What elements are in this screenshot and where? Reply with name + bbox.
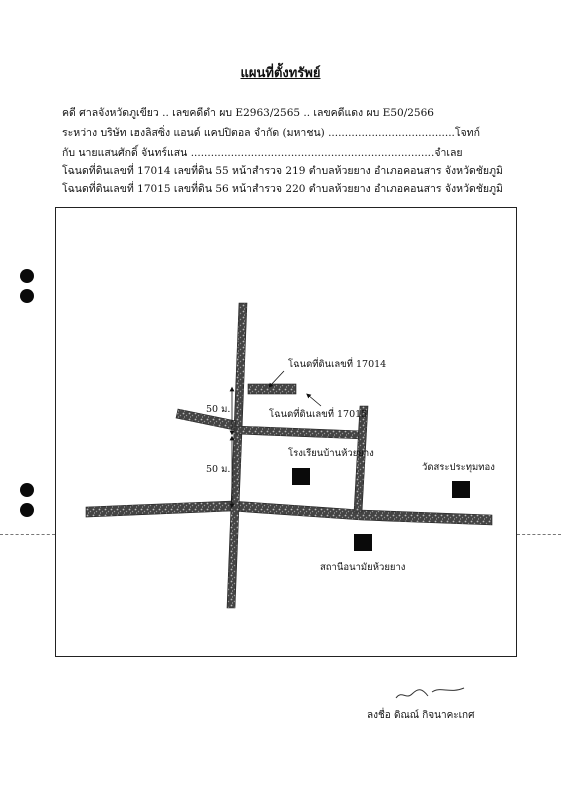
punch-hole xyxy=(20,483,34,497)
main-vertical-road xyxy=(227,303,247,608)
school-marker xyxy=(292,468,310,485)
punch-hole xyxy=(20,289,34,303)
punch-hole xyxy=(20,269,34,283)
fold-line xyxy=(517,534,561,535)
deed-line-17015: โฉนดที่ดินเลขที่ 17015 เลขที่ดิน 56 หน้าสำรวจ 220 ตำบลห้วยยาง อำเภอคอนสาร จังหวัดชัยภูมิ xyxy=(62,183,503,195)
location-map xyxy=(55,207,517,657)
handwritten-signature xyxy=(392,682,472,704)
map-title: แผนที่ตั้งทรัพย์ xyxy=(240,66,321,81)
label-temple: วัดสระประทุมทอง xyxy=(422,462,495,473)
defendant-line: กับ นายแสนศักดิ์ จันทร์แสน .........................................................................จำเลย xyxy=(62,147,463,159)
fold-line xyxy=(0,534,55,535)
map-canvas xyxy=(56,208,518,658)
label-distance-lower: 50 ม. xyxy=(206,464,231,475)
east-vertical-road xyxy=(354,406,368,512)
label-deed-17015: โฉนดที่ดินเลขที่ 17015 xyxy=(269,409,368,420)
signature-line: ลงชื่อ ดิณณ์ กิจนาคะเกศ xyxy=(367,710,475,721)
deed-line-17014: โฉนดที่ดินเลขที่ 17014 เลขที่ดิน 55 หน้าสำรวจ 219 ตำบลห้วยยาง อำเภอคอนสาร จังหวัดชัยภูมิ xyxy=(62,165,503,177)
east-branch-road xyxy=(236,426,363,439)
plaintiff-line: ระหว่าง บริษัท เฮงลิสซิ่ง แอนด์ แคปปิตอล จำกัด (มหาชน) ......................................โจทก์ xyxy=(62,127,480,139)
label-school: โรงเรียนบ้านห้วยยาง xyxy=(288,448,374,459)
label-distance-upper: 50 ม. xyxy=(206,404,231,415)
health-station-marker xyxy=(354,534,372,551)
temple-marker xyxy=(452,481,470,498)
main-road xyxy=(86,501,492,525)
case-number-line: คดี ศาลจังหวัดภูเขียว .. เลขคดีดำ ผบ E2963/2565 .. เลขคดีแดง ผบ E50/2566 xyxy=(62,107,434,119)
label-health-station: สถานีอนามัยห้วยยาง xyxy=(320,562,406,573)
land-plot-17014 xyxy=(248,384,296,394)
punch-hole xyxy=(20,503,34,517)
label-deed-17014: โฉนดที่ดินเลขที่ 17014 xyxy=(288,359,387,370)
pointer-arrow-17015 xyxy=(308,395,321,406)
